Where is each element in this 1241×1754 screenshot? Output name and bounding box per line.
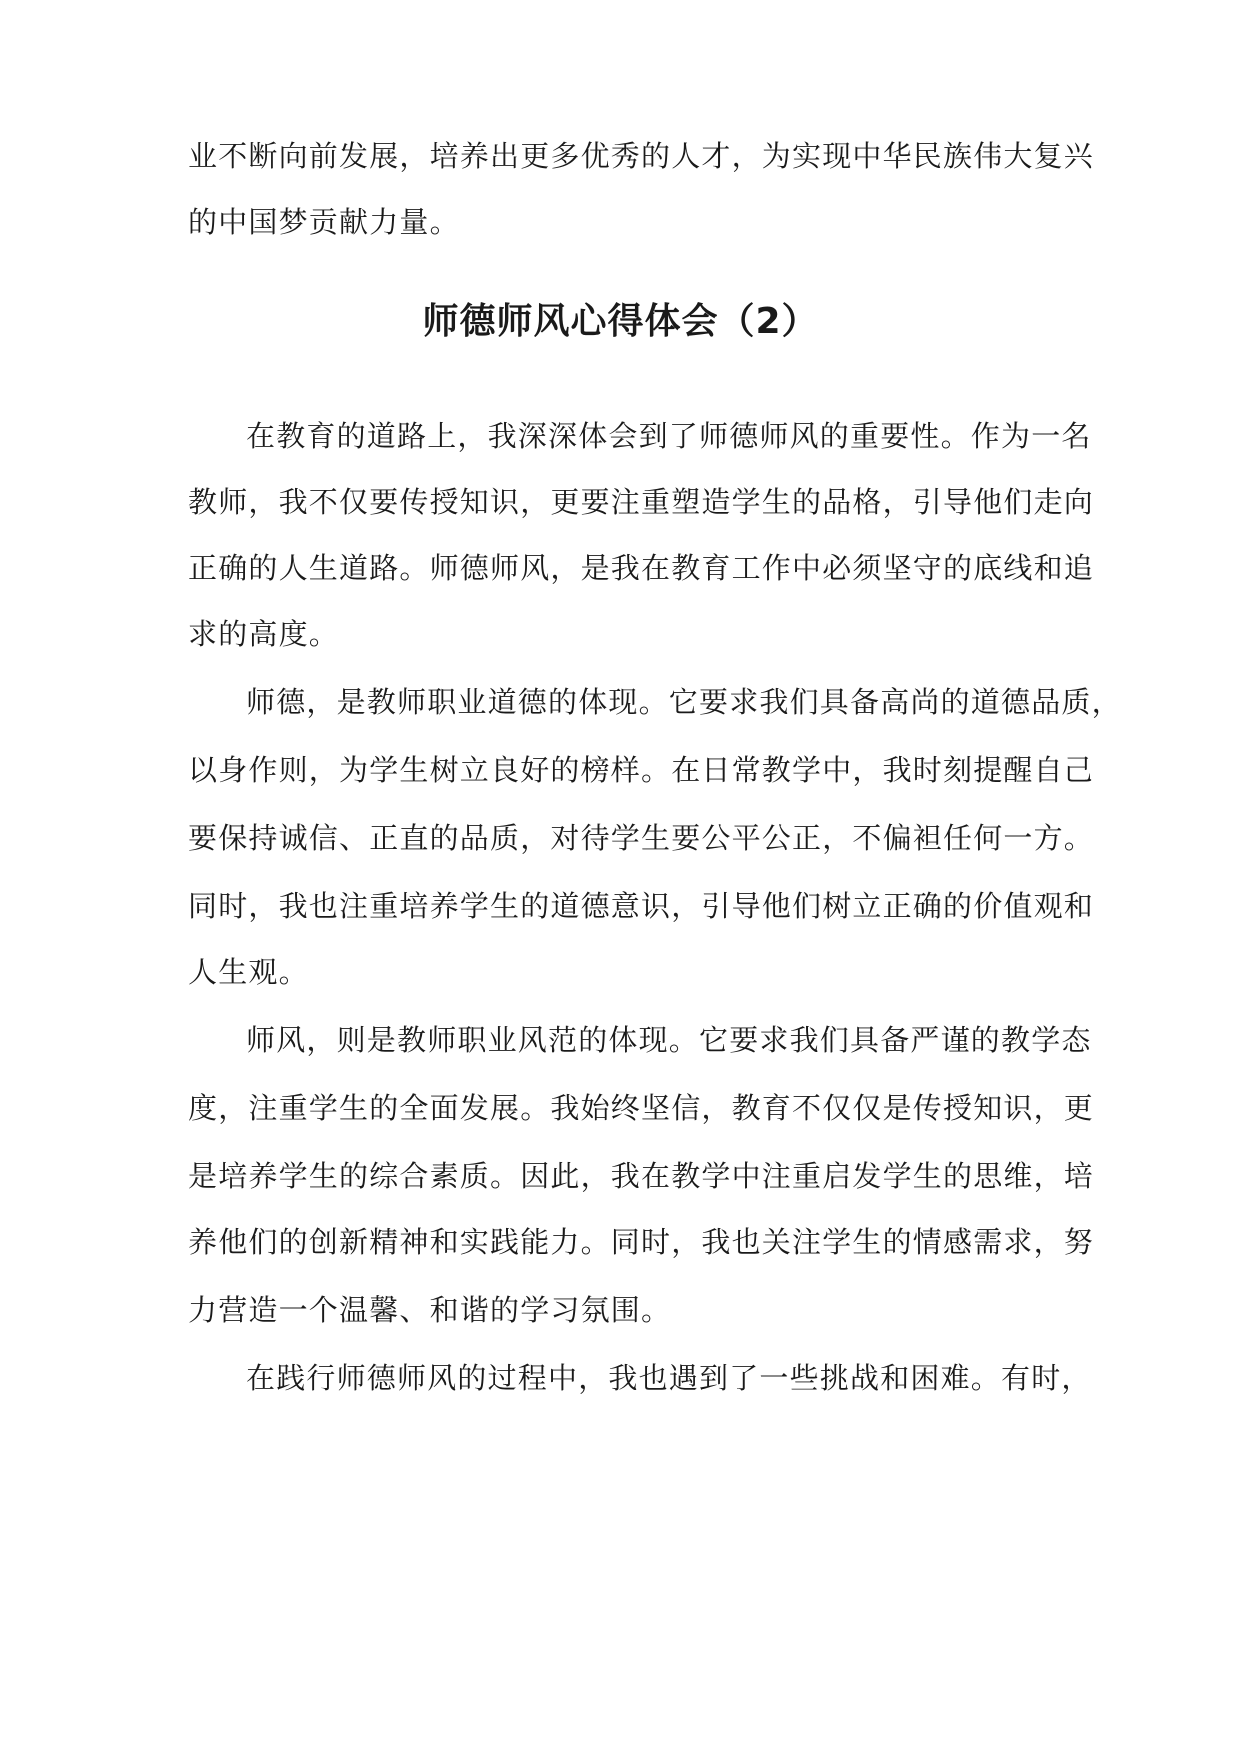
paragraph-3-line-1: 师风，则是教师职业风范的体现。它要求我们具备严谨的教学态 — [246, 1023, 1092, 1057]
paragraph-1-line-2: 教师，我不仅要传授知识，更要注重塑造学生的品格，引导他们走向 — [188, 485, 1095, 519]
continuation-line-2: 的中国梦贡献力量。 — [188, 205, 460, 239]
paragraph-4-line-1: 在践行师德师风的过程中，我也遇到了一些挑战和困难。有时， — [246, 1361, 1092, 1395]
paragraph-2-line-1: 师德，是教师职业道德的体现。它要求我们具备高尚的道德品质， — [246, 685, 1122, 719]
paragraph-3-line-3: 是培养学生的综合素质。因此，我在教学中注重启发学生的思维，培 — [188, 1159, 1095, 1193]
paragraph-1-line-1: 在教育的道路上，我深深体会到了师德师风的重要性。作为一名 — [246, 419, 1092, 453]
paragraph-3-line-2: 度，注重学生的全面发展。我始终坚信，教育不仅仅是传授知识，更 — [188, 1091, 1095, 1125]
paragraph-1-line-4: 求的高度。 — [188, 617, 340, 651]
paragraph-2-line-5: 人生观。 — [188, 955, 309, 989]
paragraph-2-line-4: 同时，我也注重培养学生的道德意识，引导他们树立正确的价值观和 — [188, 889, 1095, 923]
continuation-line-1: 业不断向前发展，培养出更多优秀的人才，为实现中华民族伟大复兴 — [188, 139, 1095, 173]
section-title: 师德师风心得体会（2） — [422, 301, 819, 342]
paragraph-3-line-4: 养他们的创新精神和实践能力。同时，我也关注学生的情感需求，努 — [188, 1225, 1095, 1259]
paragraph-2-line-3: 要保持诚信、正直的品质，对待学生要公平公正，不偏袒任何一方。 — [188, 821, 1095, 855]
paragraph-2-line-2: 以身作则，为学生树立良好的榜样。在日常教学中，我时刻提醒自己 — [188, 753, 1095, 787]
paragraph-3-line-5: 力营造一个温馨、和谐的学习氛围。 — [188, 1293, 672, 1327]
paragraph-1-line-3: 正确的人生道路。师德师风，是我在教育工作中必须坚守的底线和追 — [188, 551, 1095, 585]
